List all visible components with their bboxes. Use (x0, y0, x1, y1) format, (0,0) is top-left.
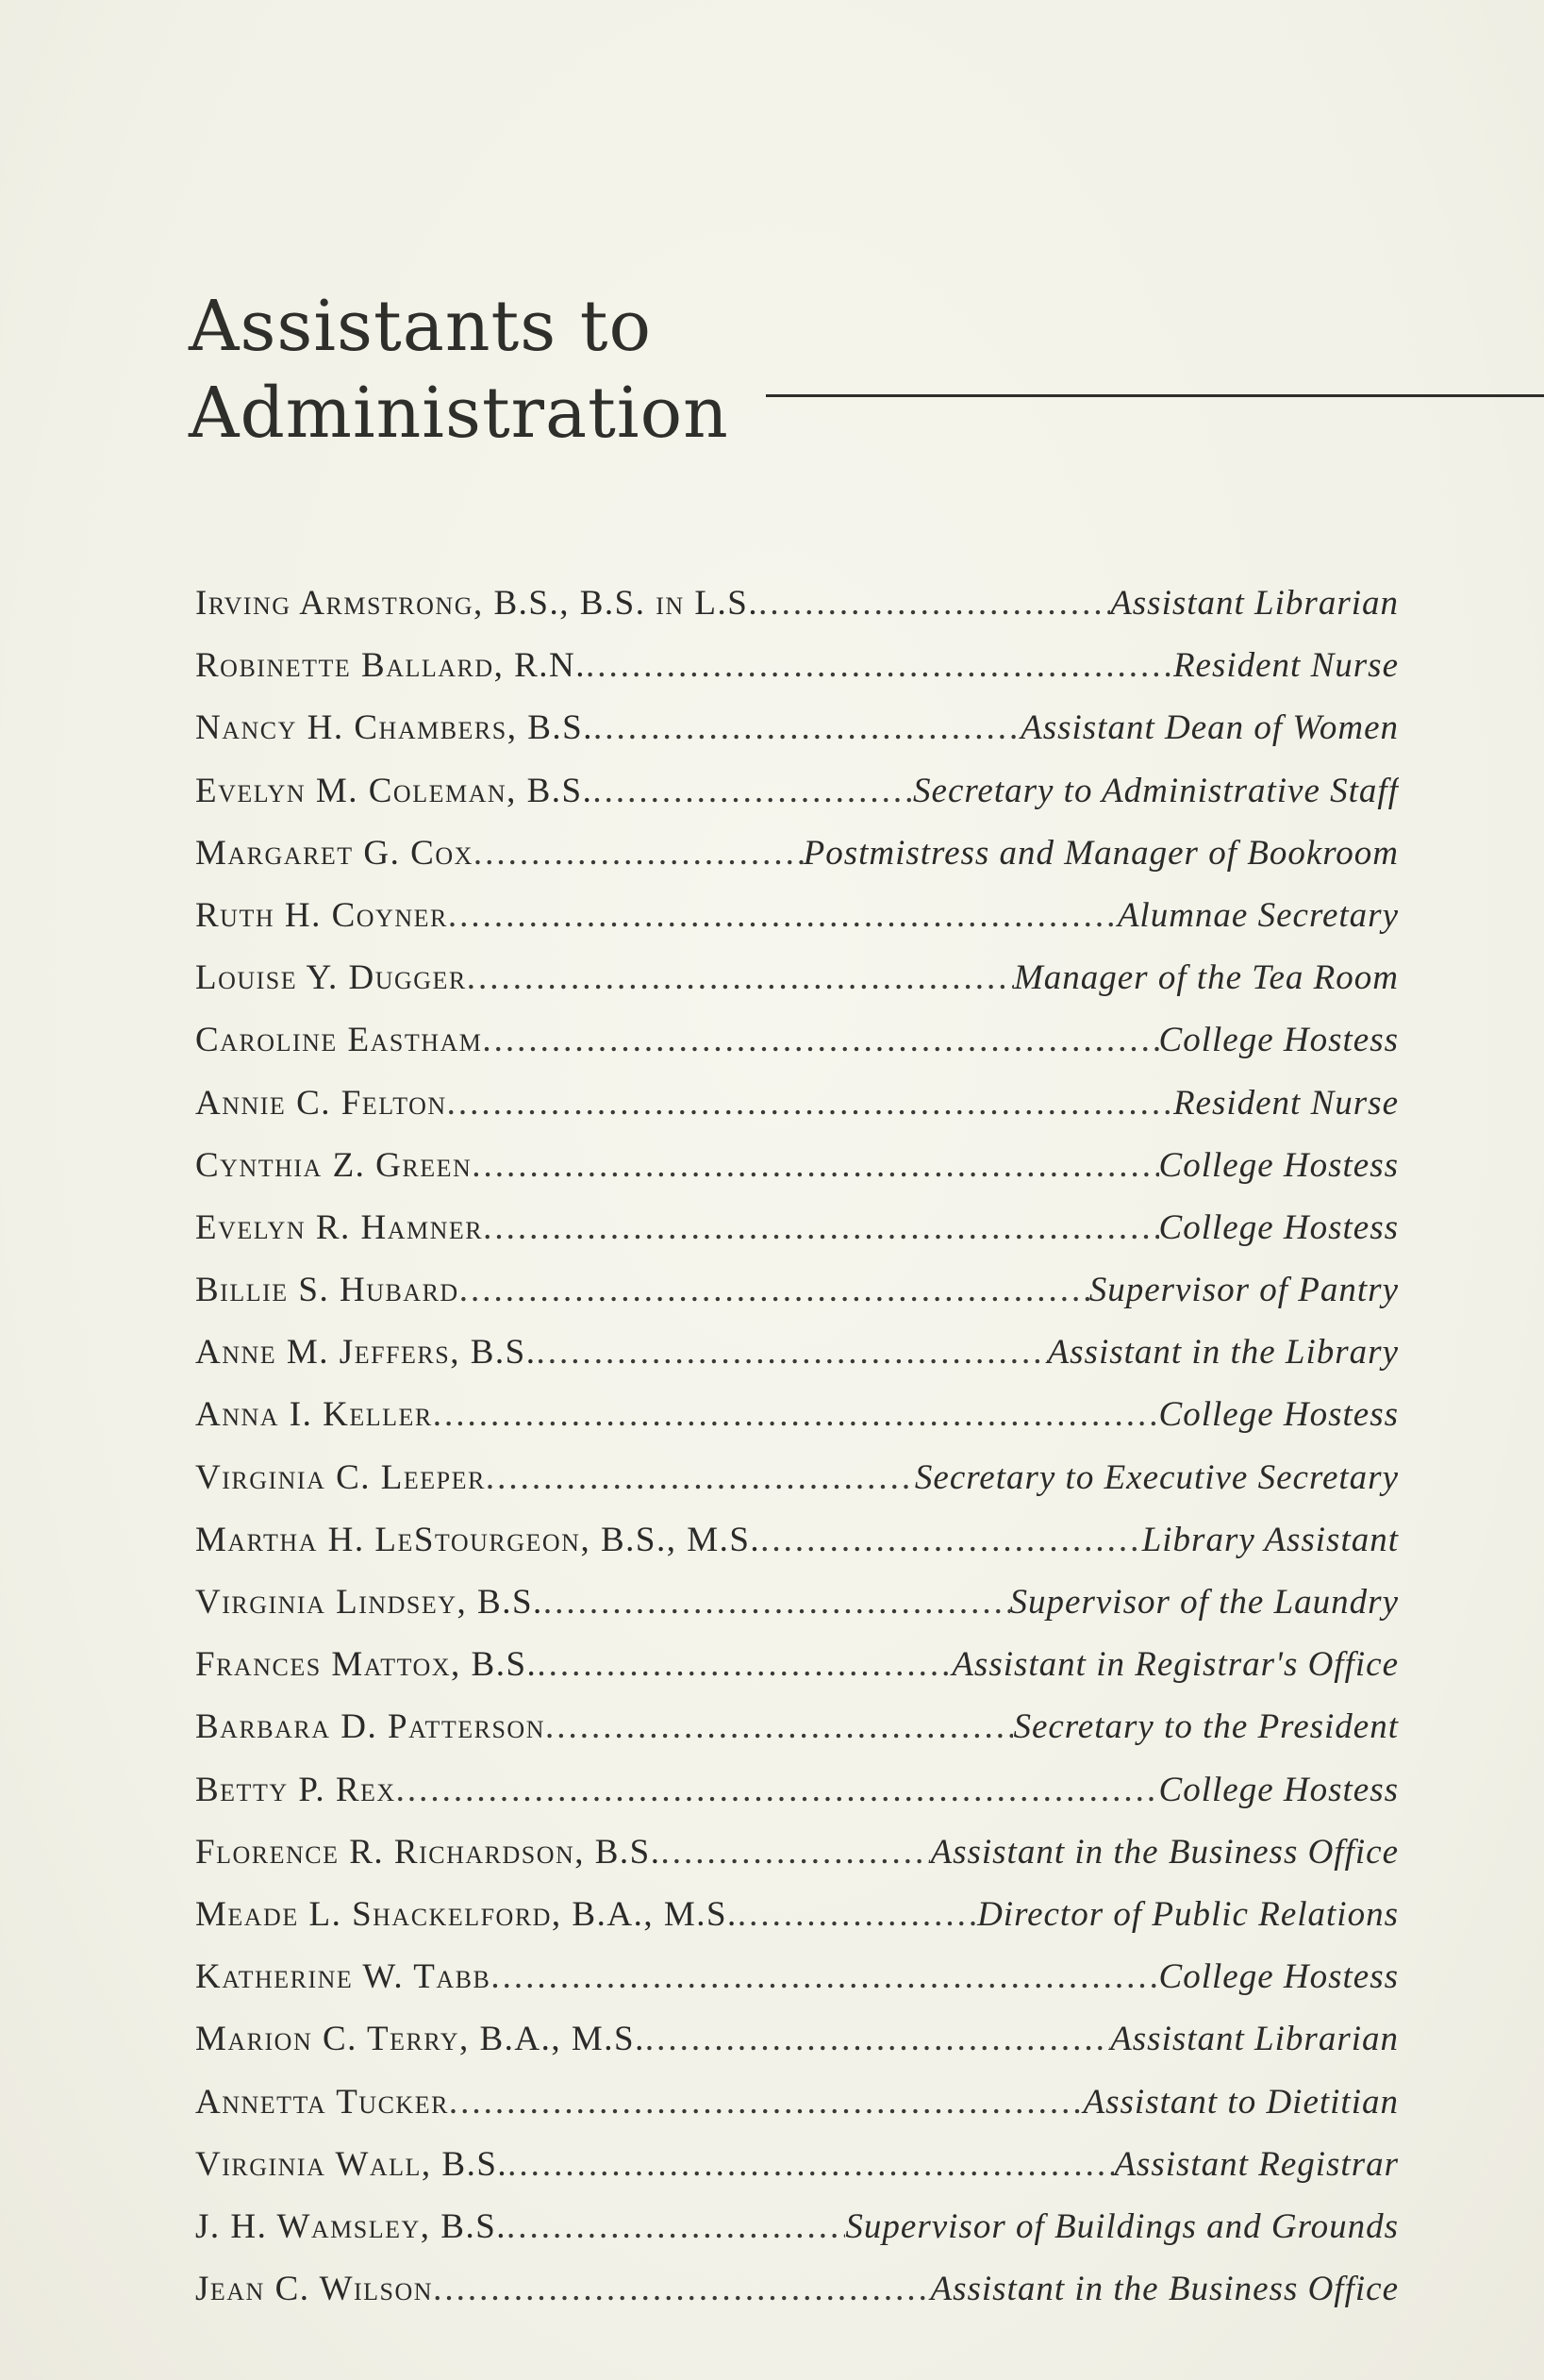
staff-name: Anna I. Keller (195, 1395, 433, 1435)
dot-leader (661, 1832, 931, 1872)
roster-entry (195, 2019, 1399, 2081)
staff-name: Virginia Lindsey, B.S. (195, 1583, 543, 1622)
dot-leader (433, 1394, 1159, 1435)
dot-leader (507, 2144, 1114, 2185)
roster-entry (195, 2206, 1399, 2269)
dot-leader (467, 957, 1014, 998)
roster-entry (195, 1644, 1399, 1706)
staff-name: Anne M. Jeffers, B.S. (195, 1333, 537, 1373)
staff-title: Assistant in the Business Office (930, 1832, 1399, 1872)
dot-leader (506, 2206, 845, 2247)
dot-leader (473, 833, 804, 874)
dot-leader (486, 1457, 915, 1498)
staff-title: College Hostess (1158, 1957, 1399, 1997)
staff-title: Resident Nurse (1172, 646, 1399, 686)
staff-title: Supervisor of Buildings and Grounds (845, 2206, 1399, 2246)
heading-line-1: Assistants to (189, 286, 653, 367)
staff-title: College Hostess (1158, 1145, 1399, 1185)
roster-entry (195, 1270, 1399, 1332)
staff-name: Annetta Tucker (195, 2082, 449, 2122)
dot-leader (433, 2269, 930, 2309)
roster-entry (195, 2269, 1399, 2331)
roster-entry (195, 1207, 1399, 1270)
staff-name: Virginia Wall, B.S. (195, 2144, 508, 2184)
staff-roster (195, 583, 1399, 2331)
dot-leader (447, 1083, 1173, 1123)
staff-name: Meade L. Shackelford, B.A., M.S. (195, 1894, 738, 1934)
heading-line-2: Administration (189, 373, 729, 454)
staff-title: College Hostess (1158, 1395, 1399, 1435)
staff-title: Assistant to Dietitian (1083, 2082, 1399, 2122)
roster-entry (195, 1832, 1399, 1894)
roster-entry (195, 645, 1399, 707)
dot-leader (645, 2019, 1110, 2059)
staff-name: J. H. Wamsley, B.S. (195, 2206, 507, 2246)
heading-rule (766, 394, 1544, 397)
staff-title: College Hostess (1158, 1207, 1399, 1247)
dot-leader (459, 1270, 1089, 1310)
roster-entry (195, 1582, 1399, 1644)
roster-entry (195, 707, 1399, 770)
page-heading (189, 283, 1405, 500)
roster-entry (195, 1706, 1399, 1769)
staff-title: Manager of the Tea Room (1013, 958, 1399, 998)
staff-name: Evelyn M. Coleman, B.S. (195, 771, 593, 810)
roster-entry (195, 1770, 1399, 1832)
staff-name: Robinette Ballard, R.N. (195, 646, 587, 686)
staff-title: Resident Nurse (1172, 1083, 1399, 1123)
staff-title: Secretary to Executive Secretary (914, 1457, 1399, 1497)
staff-name: Evelyn R. Hamner (195, 1207, 484, 1247)
staff-name: Martha H. LeStourgeon, B.S., M.S. (195, 1520, 761, 1559)
dot-leader (593, 707, 1021, 748)
staff-name: Caroline Eastham (195, 1021, 483, 1060)
dot-leader (396, 1770, 1159, 1810)
roster-entry (195, 895, 1399, 957)
dot-leader (449, 2082, 1084, 2122)
staff-name: Annie C. Felton (195, 1083, 447, 1123)
staff-name: Marion C. Terry, B.A., M.S. (195, 2020, 645, 2059)
roster-entry (195, 1083, 1399, 1145)
staff-title: Assistant Librarian (1110, 2020, 1399, 2059)
roster-entry (195, 1457, 1399, 1520)
roster-entry (195, 583, 1399, 645)
staff-title: Secretary to Administrative Staff (913, 771, 1399, 810)
staff-name: Billie S. Hubard (195, 1271, 459, 1310)
dot-leader (760, 1520, 1142, 1560)
dot-leader (490, 1956, 1158, 1997)
staff-name: Louise Y. Dugger (195, 958, 467, 998)
dot-leader (758, 583, 1110, 624)
dot-leader (545, 1706, 1013, 1747)
roster-entry (195, 1520, 1399, 1582)
roster-entry (195, 2144, 1399, 2206)
roster-entry (195, 771, 1399, 833)
roster-entry (195, 1894, 1399, 1956)
staff-name: Ruth H. Coyner (195, 895, 448, 935)
staff-title: College Hostess (1158, 1021, 1399, 1060)
roster-entry (195, 1145, 1399, 1207)
staff-title: Secretary to the President (1013, 1707, 1399, 1747)
staff-name: Betty P. Rex (195, 1770, 396, 1809)
dot-leader (472, 1145, 1158, 1186)
roster-entry (195, 1332, 1399, 1394)
roster-entry (195, 957, 1399, 1020)
staff-title: Assistant in Registrar's Office (952, 1645, 1399, 1685)
staff-name: Florence R. Richardson, B.S. (195, 1832, 661, 1872)
staff-name: Margaret G. Cox (195, 833, 473, 873)
staff-name: Frances Mattox, B.S. (195, 1645, 538, 1685)
dot-leader (483, 1207, 1158, 1248)
roster-entry (195, 1394, 1399, 1456)
dot-leader (543, 1582, 1010, 1623)
staff-title: Assistant Dean of Women (1021, 708, 1399, 748)
staff-title: College Hostess (1158, 1770, 1399, 1809)
dot-leader (537, 1644, 952, 1685)
staff-name: Nancy H. Chambers, B.S. (195, 708, 593, 748)
roster-entry (195, 1020, 1399, 1082)
dot-leader (592, 771, 913, 811)
dot-leader (482, 1020, 1158, 1060)
staff-title: Library Assistant (1141, 1520, 1399, 1559)
dot-leader (738, 1894, 977, 1935)
staff-name: Barbara D. Patterson (195, 1707, 545, 1747)
staff-title: Assistant in the Business Office (930, 2270, 1399, 2309)
staff-title: Assistant in the Library (1047, 1333, 1399, 1373)
staff-title: Supervisor of the Laundry (1009, 1583, 1399, 1622)
dot-leader (536, 1332, 1047, 1373)
roster-entry (195, 1956, 1399, 2019)
staff-name: Cynthia Z. Green (195, 1145, 473, 1185)
roster-entry (195, 833, 1399, 895)
staff-name: Irving Armstrong, B.S., B.S. in L.S. (195, 584, 759, 623)
staff-title: Assistant Librarian (1110, 584, 1399, 623)
dot-leader (448, 895, 1118, 936)
staff-title: Supervisor of Pantry (1088, 1271, 1399, 1310)
staff-title: Alumnae Secretary (1117, 895, 1399, 935)
staff-name: Jean C. Wilson (195, 2270, 434, 2309)
staff-name: Katherine W. Tabb (195, 1957, 491, 1997)
staff-title: Assistant Registrar (1114, 2144, 1399, 2184)
staff-title: Director of Public Relations (977, 1894, 1399, 1934)
staff-title: Postmistress and Manager of Bookroom (803, 833, 1399, 873)
roster-entry (195, 2082, 1399, 2144)
dot-leader (586, 645, 1173, 686)
staff-name: Virginia C. Leeper (195, 1457, 486, 1497)
